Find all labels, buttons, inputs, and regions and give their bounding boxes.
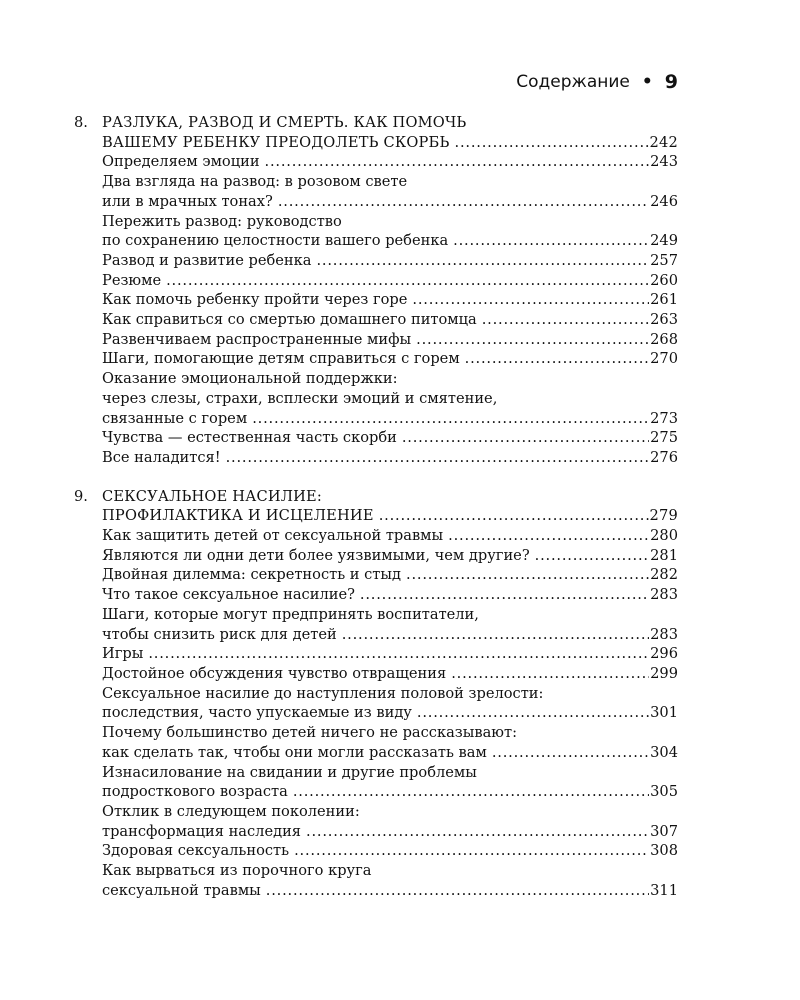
page-ref: 311 [650, 881, 678, 899]
entry-last-line [102, 231, 678, 251]
entry-last-line [102, 428, 678, 448]
entry-last-line [102, 310, 678, 330]
page-ref: 242 [649, 133, 678, 151]
entry-title: связанные с горем [102, 409, 248, 427]
entry-title: трансформация наследия [102, 822, 302, 840]
dot-leader [294, 841, 649, 861]
page-ref: 283 [650, 625, 678, 643]
entry-line: Шаги, которые могут предпринять воспитатели, [102, 605, 479, 623]
entry-title: подросткового возраста [102, 783, 288, 801]
page-ref: 249 [650, 232, 678, 250]
entry-title: Развод и развитие ребенка [102, 251, 312, 269]
chapter-heading-line [102, 133, 678, 153]
entry-title: Чувства — естественная часть скорби [102, 429, 397, 447]
toc-entry [102, 664, 678, 684]
entry-last-line [102, 251, 678, 271]
dot-leader [265, 152, 650, 172]
entry-title: Развенчиваем распространенные мифы [102, 330, 412, 348]
toc-entry [102, 526, 678, 546]
toc-entry [102, 212, 678, 251]
dot-leader [226, 448, 650, 468]
toc-entry [102, 861, 678, 900]
dot-leader [451, 664, 649, 684]
entry-title: Шаги, помогающие детям справиться с горем [102, 350, 460, 368]
entry-title: Как помочь ребенку пройти через горе [102, 291, 408, 309]
dot-leader [293, 782, 649, 802]
page-ref: 243 [650, 153, 678, 171]
entry-last-line [102, 192, 678, 212]
running-head [516, 71, 678, 93]
entry-last-line [102, 625, 678, 645]
page-number: 9 [664, 71, 678, 93]
page-ref: 275 [650, 429, 678, 447]
entry-title: чтобы снизить риск для детей [102, 625, 337, 643]
page-ref: 279 [649, 507, 678, 525]
toc-entry [102, 585, 678, 605]
page-ref: 301 [650, 704, 678, 722]
toc-entry [102, 841, 678, 861]
entry-last-line [102, 330, 678, 350]
dot-leader [360, 585, 649, 605]
dot-leader [417, 703, 649, 723]
dot-leader [465, 349, 649, 369]
entry-last-line [102, 409, 678, 429]
entry-line: Оказание эмоциональной поддержки: [102, 370, 398, 388]
toc-entry [102, 802, 678, 841]
dot-leader [379, 506, 649, 526]
dot-leader [278, 192, 649, 212]
chapter-section [74, 487, 678, 901]
entry-title: Игры [102, 645, 144, 663]
page-ref: 307 [650, 822, 678, 840]
entry-line: Отклик в следующем поколении: [102, 802, 360, 820]
entry-last-line [102, 782, 678, 802]
dot-leader [316, 251, 649, 271]
dot-leader [412, 290, 649, 310]
entry-title: Двойная дилемма: секретность и стыд [102, 566, 401, 584]
toc-entry [102, 723, 678, 762]
running-head-title: Содержание [516, 72, 630, 92]
entry-last-line [102, 526, 678, 546]
dot-leader [448, 526, 649, 546]
entry-title: ПРОФИЛАКТИКА И ИСЦЕЛЕНИЕ [102, 507, 374, 525]
toc-entry [102, 369, 678, 428]
toc-entry [102, 448, 678, 468]
entry-line: Два взгляда на развод: в розовом свете [102, 173, 408, 191]
page-ref: 304 [650, 743, 678, 761]
chapter-heading: СЕКСУАЛЬНОЕ НАСИЛИЕ: [102, 487, 323, 505]
page-ref: 296 [650, 645, 678, 663]
chapter-row [74, 113, 678, 468]
page-ref: 305 [650, 783, 678, 801]
entry-last-line [102, 152, 678, 172]
entry-title: Все наладится! [102, 448, 221, 466]
toc-entry [102, 271, 678, 291]
entry-last-line [102, 822, 678, 842]
entry-last-line [102, 448, 678, 468]
table-of-contents [74, 113, 678, 919]
chapter-heading-line [102, 506, 678, 526]
page-ref: 257 [650, 251, 678, 269]
chapter-number: 9. [74, 487, 88, 505]
toc-entry [102, 565, 678, 585]
entry-last-line [102, 565, 678, 585]
dot-leader [166, 271, 649, 291]
entry-last-line [102, 664, 678, 684]
page-ref: 283 [650, 586, 678, 604]
entry-title: по сохранению целостности вашего ребенка [102, 232, 449, 250]
entry-last-line [102, 841, 678, 861]
entry-line: Сексуальное насилие до наступления половой зрелости: [102, 684, 544, 702]
toc-entry [102, 310, 678, 330]
entry-last-line [102, 743, 678, 763]
dot-leader [482, 310, 649, 330]
dot-leader [453, 231, 649, 251]
toc-entry [102, 428, 678, 448]
toc-entry [102, 251, 678, 271]
entry-line: Изнасилование на свидании и другие проблемы [102, 763, 477, 781]
entry-last-line [102, 644, 678, 664]
entry-last-line [102, 703, 678, 723]
page-ref: 280 [650, 527, 678, 545]
chapter-row [74, 487, 678, 901]
page-ref: 270 [650, 350, 678, 368]
entry-title: Резюме [102, 271, 162, 289]
entry-title: сексуальной травмы [102, 881, 261, 899]
page-ref: 299 [650, 664, 678, 682]
entry-line: Пережить развод: руководство [102, 212, 342, 230]
toc-entry [102, 330, 678, 350]
entry-title: Как справиться со смертью домашнего питомца [102, 311, 477, 329]
page-ref: 276 [650, 448, 678, 466]
toc-entry [102, 644, 678, 664]
page-ref: 268 [650, 330, 678, 348]
entry-title: как сделать так, чтобы они могли рассказать вам [102, 743, 487, 761]
entry-title: ВАШЕМУ РЕБЕНКУ ПРЕОДОЛЕТЬ СКОРБЬ [102, 133, 450, 151]
entry-title: Достойное обсуждения чувство отвращения [102, 664, 447, 682]
page-ref: 308 [650, 842, 678, 860]
page-ref: 246 [650, 192, 678, 210]
running-head-separator: • [641, 72, 653, 92]
dot-leader [535, 546, 650, 566]
entry-title: Здоровая сексуальность [102, 842, 290, 860]
page-ref: 263 [650, 311, 678, 329]
entry-title: Что такое сексуальное насилие? [102, 586, 355, 604]
chapter-heading: РАЗЛУКА, РАЗВОД И СМЕРТЬ. КАК ПОМОЧЬ [102, 114, 467, 131]
entry-last-line [102, 546, 678, 566]
chapter-content [102, 487, 678, 901]
entry-title: Как защитить детей от сексуальной травмы [102, 527, 444, 545]
toc-entry [102, 763, 678, 802]
page-ref: 273 [650, 409, 678, 427]
entry-last-line [102, 585, 678, 605]
toc-entry [102, 290, 678, 310]
chapter-number: 8. [74, 114, 88, 131]
dot-leader [402, 428, 649, 448]
dot-leader [406, 565, 649, 585]
dot-leader [252, 409, 649, 429]
entry-title: последствия, часто упускаемые из виду [102, 704, 412, 722]
entry-line: Почему большинство детей ничего не рассказывают: [102, 724, 517, 742]
toc-entry [102, 172, 678, 211]
entry-title: Определяем эмоции [102, 153, 260, 171]
toc-entry [102, 605, 678, 644]
dot-leader [416, 330, 649, 350]
toc-entry [102, 349, 678, 369]
entry-line: Как вырваться из порочного круга [102, 862, 372, 880]
entry-last-line [102, 290, 678, 310]
dot-leader [266, 881, 649, 901]
chapter-section [74, 113, 678, 468]
toc-entry [102, 546, 678, 566]
dot-leader [455, 133, 649, 153]
entry-last-line [102, 881, 678, 901]
entry-line: через слезы, страхи, всплески эмоций и смятение, [102, 389, 498, 407]
page-ref: 281 [650, 546, 678, 564]
page-ref: 282 [650, 566, 678, 584]
dot-leader [342, 625, 649, 645]
toc-entry [102, 152, 678, 172]
page-ref: 261 [650, 291, 678, 309]
dot-leader [148, 644, 649, 664]
entry-title: или в мрачных тонах? [102, 192, 273, 210]
toc-entry [102, 684, 678, 723]
page-ref: 260 [650, 271, 678, 289]
entry-last-line [102, 349, 678, 369]
dot-leader [492, 743, 649, 763]
entry-last-line [102, 271, 678, 291]
dot-leader [306, 822, 649, 842]
entry-title: Являются ли одни дети более уязвимыми, чем другие? [102, 546, 530, 564]
chapter-content [102, 113, 678, 468]
